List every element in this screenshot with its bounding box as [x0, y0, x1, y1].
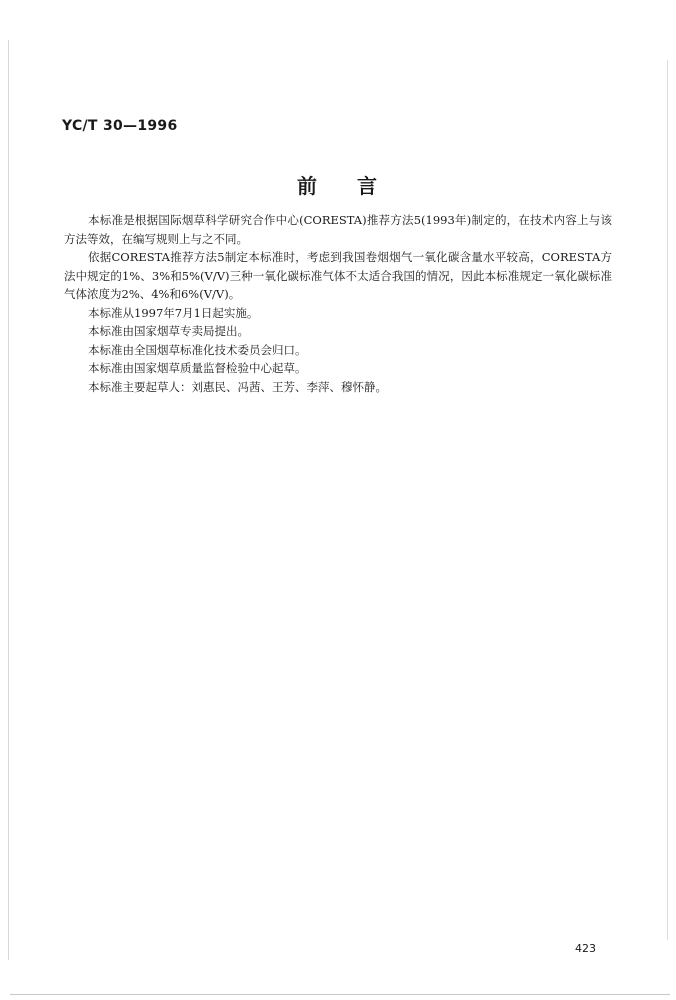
standard-code: YC/T 30—1996 [62, 118, 178, 134]
paragraph-drafter-org: 本标准由国家烟草质量监督检验中心起草。 [88, 361, 307, 375]
page-number: 423 [575, 942, 596, 955]
paragraph-equivalence: 本标准是根据国际烟草科学研究合作中心(CORESTA)推荐方法5(1993年)制定的，在技术内容上与该方法等效，在编写规则上与之不同。 [64, 213, 612, 246]
section-title [0, 170, 676, 199]
paragraph-committee: 本标准由全国烟草标准化技术委员会归口。 [88, 342, 307, 357]
title-char-1: 前 [297, 174, 319, 198]
foreword-body [64, 211, 612, 396]
paragraph-drafters: 本标准主要起草人：刘惠民、冯茜、王芳、李萍、穆怀静。 [88, 379, 387, 394]
paragraph-effective-date: 本标准从1997年7月1日起实施。 [88, 305, 259, 320]
title-char-2: 言 [357, 174, 379, 198]
scan-artifact-bottom-edge [10, 994, 670, 995]
paragraph-gas-concentration: 依据CORESTA推荐方法5制定本标准时，考虑到我国卷烟烟气一氧化碳含量水平较高，CORESTA方法中规定的1%、3%和5%(V/V)三种一氧化碳标准气体不太适合我国的情况，因此本标准规定一氧化碳标准气体浓度为2%、4%和6%(V/V)。 [64, 250, 612, 301]
paragraph-proposer: 本标准由国家烟草专卖局提出。 [88, 324, 249, 338]
